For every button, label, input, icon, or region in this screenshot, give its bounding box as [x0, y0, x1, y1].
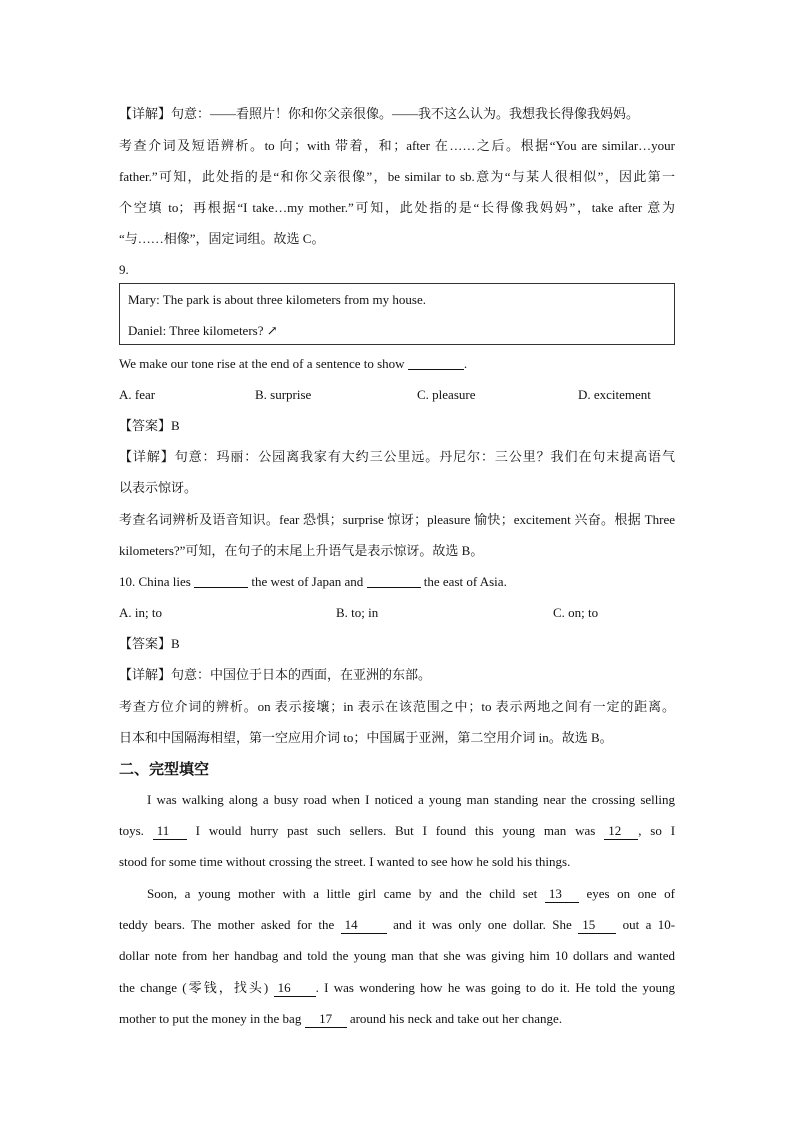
- cloze-blank-12: 12: [604, 823, 638, 840]
- cloze-p2-line-1: [147, 884, 675, 904]
- cloze-text: mother to put the money in the bag: [119, 1011, 302, 1026]
- cloze-text: eyes on one of: [586, 886, 675, 901]
- cloze-text: . I was wondering how he was going to do it. He told the young: [315, 980, 676, 995]
- q10-stem-part-1: 10. China lies: [119, 574, 191, 589]
- q10-stem-part-2: the west of Japan and: [251, 574, 364, 589]
- q10-stem: [119, 572, 507, 592]
- cloze-blank-11: 11: [153, 823, 187, 840]
- q8-detail-line-5: “与……相像”，固定词组。故选 C。: [119, 231, 325, 246]
- q10-answer: 【答案】B: [119, 636, 180, 651]
- q9-dialog-daniel: Daniel: Three kilometers? ↗: [128, 323, 278, 338]
- q9-stem-period: .: [463, 356, 468, 371]
- q10-option-b: B. to; in: [336, 605, 379, 620]
- q10-option-c: C. on; to: [553, 605, 599, 620]
- cloze-p2-line-2: [119, 915, 675, 935]
- q8-detail-line-3: father.”可知，此处指的是“和你父亲很像”，be similar to sb.意为“与某人很相似”，因此第一: [119, 169, 675, 184]
- cloze-text: and it was only one dollar. She: [393, 917, 572, 932]
- q10-detail-line-1: 【详解】句意：中国位于日本的西面，在亚洲的东部。: [119, 667, 432, 682]
- q10-blank-1: [194, 573, 248, 588]
- q9-detail-line-1: 【详解】句意：玛丽：公园离我家有大约三公里远。丹尼尔：三公里？我们在句末提高语气: [119, 449, 675, 464]
- q10-stem-part-3: the east of Asia.: [423, 574, 507, 589]
- q9-dialog-mary: Mary: The park is about three kilometers from my house.: [128, 292, 426, 307]
- cloze-p1-line-3: stood for some time without crossing the street. I wanted to see how he sold his things.: [119, 854, 571, 869]
- q10-detail-line-2: 考查方位介词的辨析。on 表示接壤；in 表示在该范围之中；to 表示两地之间有一定的距离。: [119, 699, 675, 714]
- cloze-blank-15: 15: [578, 917, 616, 934]
- q8-detail-line-1: 【详解】句意：——看照片！你和你父亲很像。——我不这么认为。我想我长得像我妈妈。: [119, 106, 640, 121]
- cloze-text: around his neck and take out her change.: [349, 1011, 563, 1026]
- q9-option-d: D. excitement: [578, 387, 651, 402]
- q9-stem-text: We make our tone rise at the end of a sentence to show: [119, 356, 405, 371]
- q8-detail-line-2: 考查介词及短语辨析。to 向；with 带着，和；after 在……之后。根据“You are similar…your: [119, 138, 675, 153]
- cloze-text: I would hurry past such sellers. But I found this young man was: [195, 823, 596, 838]
- cloze-p2-line-5: [119, 1009, 562, 1029]
- q9-option-a: A. fear: [119, 387, 156, 402]
- cloze-text: teddy bears. The mother asked for the: [119, 917, 335, 932]
- q9-option-b: B. surprise: [255, 387, 312, 402]
- cloze-text: the change (零钱，找头): [119, 980, 269, 995]
- q10-blank-2: [367, 573, 421, 588]
- cloze-text: toys.: [119, 823, 144, 838]
- cloze-p2-line-4: [119, 978, 675, 998]
- cloze-p1-line-1: I was walking along a busy road when I noticed a young man standing near the crossing selling: [147, 792, 675, 807]
- q9-detail-line-3: 考查名词辨析及语音知识。fear 恐惧；surprise 惊讶；pleasure 愉快；excitement 兴奋。根据 Three: [119, 512, 675, 527]
- cloze-blank-14: 14: [341, 917, 387, 934]
- q10-option-a: A. in; to: [119, 605, 162, 620]
- q10-detail-line-3: 日本和中国隔海相望，第一空应用介词 to；中国属于亚洲，第二空用介词 in。故选 B。: [119, 730, 613, 745]
- cloze-p1-line-2: [119, 821, 675, 841]
- cloze-p2-line-3: dollar note from her handbag and told the young man that she was giving him 10 dollars and wanted: [119, 948, 675, 963]
- cloze-text: out a 10-: [622, 917, 676, 932]
- q9-dialog-box: [119, 283, 675, 345]
- cloze-blank-16: 16: [274, 980, 316, 997]
- q9-answer-blank: [408, 355, 464, 370]
- section-heading-cloze: 二、完型填空: [119, 760, 210, 778]
- q9-detail-line-4: kilometers?”可知，在句子的末尾上升语气是表示惊讶。故选 B。: [119, 543, 484, 558]
- q9-answer: 【答案】B: [119, 418, 180, 433]
- cloze-text: , so I: [638, 823, 676, 838]
- cloze-blank-17: 17: [305, 1011, 347, 1028]
- cloze-text: Soon, a young mother with a little girl came by and the child set: [147, 886, 538, 901]
- q8-detail-line-4: 个空填 to；再根据“I take…my mother.”可知，此处指的是“长得像我妈妈”，take after 意为: [119, 200, 675, 215]
- q9-option-c: C. pleasure: [417, 387, 476, 402]
- cloze-blank-13: 13: [545, 886, 579, 903]
- q9-number: 9.: [119, 262, 129, 277]
- q9-stem: [119, 354, 467, 374]
- q9-detail-line-2: 以表示惊讶。: [119, 480, 198, 495]
